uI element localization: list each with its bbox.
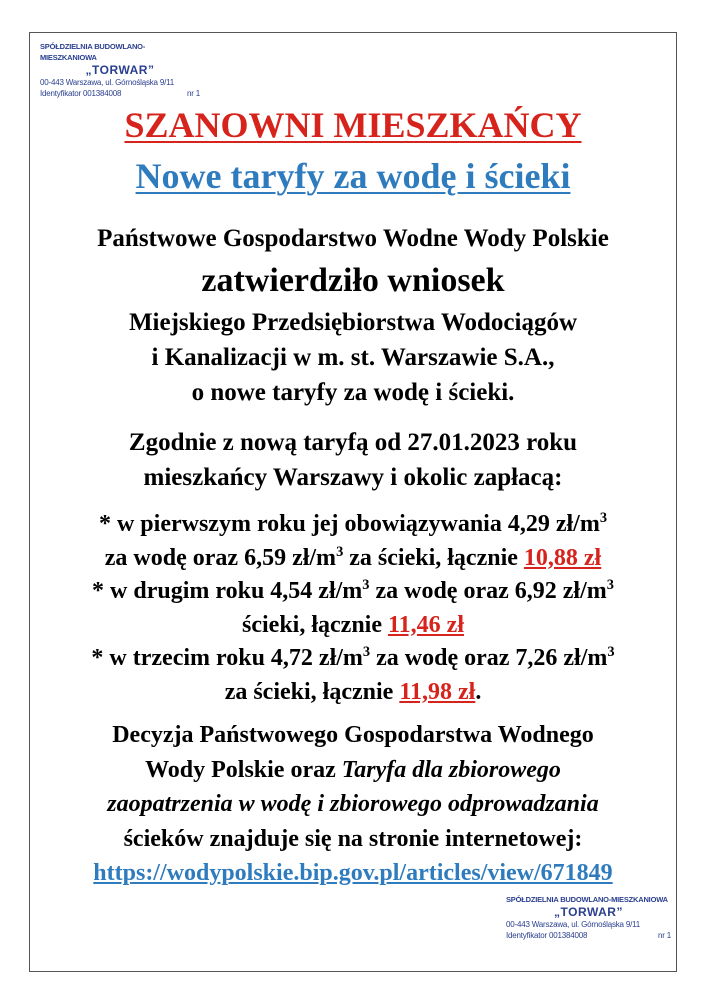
decision-line-4: ścieków znajduje się na stronie internetowej: <box>123 825 583 852</box>
intro-line-5: o nowe taryfy za wodę i ścieki. <box>191 379 515 406</box>
decision-block <box>34 718 672 891</box>
tariff-year-1-line-1: * w pierwszym roku jej obowiązywania 4,29 $zł/m^3$ <box>98 510 608 537</box>
stamp-address: 00-443 Warszawa, ul. Górnośląska 9/11 <box>506 920 641 929</box>
notice-block <box>34 425 672 495</box>
stamp-name: „TORWAR” <box>85 63 155 77</box>
tariff-year-2-line-2: ścieki, łącznie 11,46 zł <box>242 611 464 638</box>
tariff-year-3-line-2: za ścieki, łącznie 11,98 zł. <box>224 678 482 705</box>
stamp-identifier: Identyfikator 001384008 <box>40 89 122 98</box>
decision-line-2: Wody Polskie oraz Taryfa dla zbiorowego <box>145 756 561 783</box>
page-title: SZANOWNI MIESZKAŃCY <box>124 105 582 145</box>
tariff-year-2-total: 11,46 zł <box>387 611 464 638</box>
notice-line-2: mieszkańcy Warszawy i okolic zapłacą: <box>143 464 563 491</box>
stamp-number: nr 1 <box>658 931 671 940</box>
intro-block <box>34 305 672 410</box>
decision-line-1: Decyzja Państwowego Gospodarstwa Wodnego <box>112 722 594 748</box>
stamp-address: 00-443 Warszawa, ul. Górnośląska 9/11 <box>40 78 175 87</box>
tariff-year-1-line-2: za wodę oraz 6,59 $zł/m^3$ za ścieki, łącznie 10,88 zł <box>104 543 602 571</box>
tariff-year-1-total: 10,88 zł <box>523 544 602 571</box>
decision-link[interactable]: https://wodypolskie.bip.gov.pl/articles/view/671849 <box>93 860 613 886</box>
intro-line-1: Państwowe Gospodarstwo Wodne Wody Polskie <box>97 225 609 252</box>
tariff-list <box>34 508 672 709</box>
stamp-number: nr 1 <box>187 89 200 98</box>
stamp-org: SPÓŁDZIELNIA BUDOWLANO-MIESZKANIOWA <box>506 895 668 904</box>
intro-line-2: zatwierdziło wniosek <box>201 262 505 299</box>
intro-line-4: i Kanalizacji w m. st. Warszawie S.A., <box>151 344 555 371</box>
tariff-year-3-line-1: * w trzecim roku 4,72 $zł/m^3$ za wodę oraz 7,26 $zł/m^3$ <box>91 644 615 671</box>
page-subtitle: Nowe taryfy za wodę i ścieki <box>135 156 571 196</box>
stamp-name: „TORWAR” <box>554 905 623 919</box>
notice-line-1: Zgodnie z nową taryfą od 27.01.2023 roku <box>128 429 578 456</box>
stamp-identifier: Identyfikator 001384008 <box>506 931 588 940</box>
decision-line-3: zaopatrzenia w wodę i zbiorowego odprowadzania <box>107 791 599 817</box>
intro-line-3: Miejskiego Przedsiębiorstwa Wodociągów <box>128 309 578 336</box>
stamp-top <box>40 41 200 99</box>
stamp-org: SPÓŁDZIELNIA BUDOWLANO-MIESZKANIOWA <box>40 42 146 62</box>
stamp-bottom <box>506 894 671 941</box>
tariff-year-3-total: 11,98 zł <box>399 678 476 705</box>
tariff-year-2-line-1: * w drugim roku 4,54 $zł/m^3$ za wodę oraz 6,92 $zł/m^3$ <box>92 577 614 604</box>
